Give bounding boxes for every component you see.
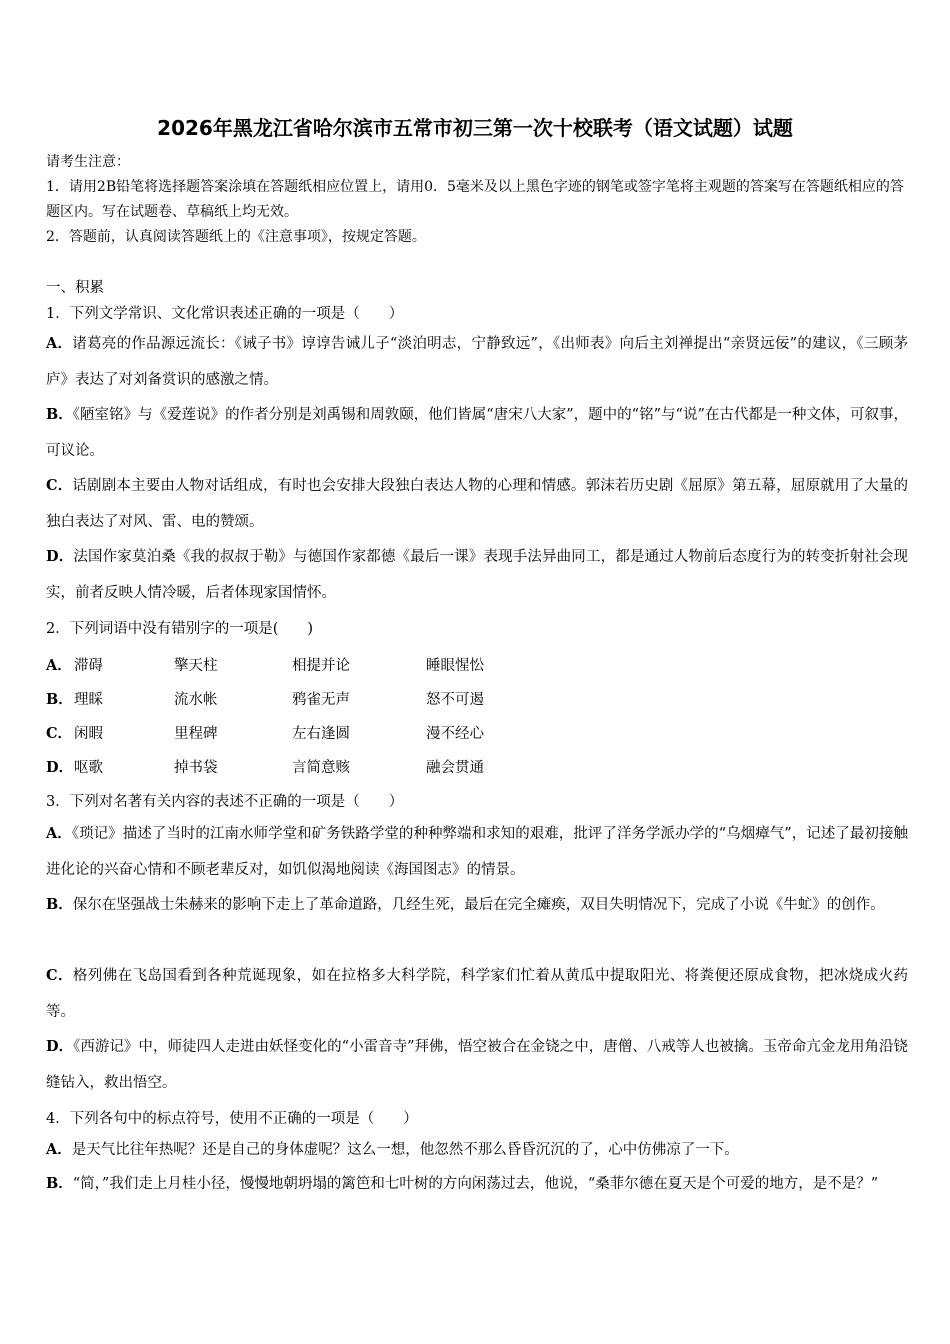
question-2-option-a bbox=[46, 654, 746, 678]
word: 言简意赅 bbox=[292, 760, 350, 776]
option-text: 诸葛亮的作品源远流长：《诫子书》谆谆告诫儿子“淡泊明志，宁静致远”，《出师表》向后主刘禅提出“亲贤远佞”的建议，《三顾茅庐》表达了对刘备赏识的感激之情。 bbox=[46, 336, 908, 388]
option-text: 话剧剧本主要由人物对话组成，有时也会安排大段独白表达人物的心理和情感。郭沫若历史剧《屈原》第五幕，屈原就用了大量的独白表达了对风、雷、电的赞颂。 bbox=[46, 478, 908, 530]
option-label: D． bbox=[46, 548, 74, 565]
question-3-option-a bbox=[46, 816, 908, 888]
word: 睡眼惺忪 bbox=[426, 658, 484, 674]
question-3-option-b bbox=[46, 887, 908, 923]
word: 呕歌 bbox=[74, 760, 103, 776]
question-2-option-d bbox=[46, 756, 746, 780]
option-text: 是天气比往年热呢？还是自己的身体虚呢？这么一想，他忽然不那么昏昏沉沉的了，心中仿佛凉了一下。 bbox=[71, 1142, 739, 1158]
question-4-option-a bbox=[46, 1132, 908, 1168]
option-text: 《陋室铭》与《爱莲说》的作者分别是刘禹锡和周敦颐，他们皆属“唐宋八大家”，题中的“铭”与“说”在古代都是一种文体，可叙事，可议论。 bbox=[46, 407, 908, 459]
option-text: 保尔在坚强战士朱赫来的影响下走上了革命道路，几经生死，最后在完全瘫痪，双目失明情况下，完成了小说《牛虻》的创作。 bbox=[72, 897, 885, 913]
notice-heading: 请考生注意： bbox=[46, 154, 130, 170]
option-text: “简，”我们走上月桂小径，慢慢地朝坍塌的篱笆和七叶树的方向闲荡过去，他说，“桑菲尔德在夏天是个可爱的地方，是不是？” bbox=[72, 1176, 879, 1192]
word: 怒不可遏 bbox=[426, 692, 484, 708]
question-1-option-d bbox=[46, 539, 908, 611]
notice-item-1: 1．请用2B铅笔将选择题答案涂填在答题纸相应位置上，请用0．5毫米及以上黑色字迹的钢笔或签字笔将主观题的答案写在答题纸相应的答题区内。写在试题卷、草稿纸上均无效。 bbox=[46, 179, 904, 220]
question-3-option-d bbox=[46, 1029, 908, 1101]
question-1-stem: 1．下列文学常识、文化常识表述正确的一项是（ ） bbox=[46, 306, 404, 322]
option-label: A． bbox=[46, 1141, 72, 1158]
word: 漫不经心 bbox=[426, 726, 484, 742]
question-4-stem: 4．下列各句中的标点符号，使用不正确的一项是（ ） bbox=[46, 1111, 418, 1127]
option-label: D． bbox=[46, 759, 74, 776]
option-label: A． bbox=[46, 657, 72, 674]
option-label: A． bbox=[46, 335, 73, 352]
word: 左右逢圆 bbox=[292, 726, 350, 742]
question-2-option-b bbox=[46, 688, 746, 712]
question-1-option-a bbox=[46, 326, 908, 398]
question-1-option-c bbox=[46, 468, 908, 540]
word: 理睬 bbox=[74, 692, 103, 708]
option-label: C． bbox=[46, 967, 73, 984]
word: 擎天柱 bbox=[174, 658, 218, 674]
question-4-option-b bbox=[46, 1166, 908, 1202]
option-label: A． bbox=[46, 825, 72, 842]
word: 滞碍 bbox=[74, 658, 103, 674]
question-3-stem: 3．下列对名著有关内容的表述不正确的一项是（ ） bbox=[46, 794, 404, 810]
option-label: C． bbox=[46, 725, 73, 742]
notice-item-2: 2．答题前，认真阅读答题纸上的《注意事项》，按规定答题。 bbox=[46, 229, 426, 245]
page-title: 2026年黑龙江省哈尔滨市五常市初三第一次十校联考（语文试题）试题 bbox=[157, 116, 793, 140]
word: 流水帐 bbox=[174, 692, 218, 708]
section-heading: 一、积累 bbox=[46, 280, 104, 296]
word: 相提并论 bbox=[292, 658, 350, 674]
question-3-option-c bbox=[46, 958, 908, 1030]
question-2-option-c bbox=[46, 722, 746, 746]
word: 鸦雀无声 bbox=[292, 692, 350, 708]
option-label: D． bbox=[46, 1038, 74, 1055]
option-text: 《西游记》中，师徒四人走进由妖怪变化的“小雷音寺”拜佛，悟空被合在金铙之中，唐僧、八戒等人也被擒。玉帝命亢金龙用角沿铙缝钻入，救出悟空。 bbox=[46, 1039, 908, 1091]
option-label: B． bbox=[46, 691, 73, 708]
notice-block bbox=[46, 150, 906, 250]
option-label: B． bbox=[46, 1175, 73, 1192]
question-2-stem: 2．下列词语中没有错别字的一项是( ) bbox=[46, 621, 314, 637]
option-label: C． bbox=[46, 477, 73, 494]
option-label: B． bbox=[46, 896, 73, 913]
word: 闲暇 bbox=[74, 726, 103, 742]
option-text: 《琐记》描述了当时的江南水师学堂和矿务铁路学堂的种种弊端和求知的艰难，批评了洋务学派办学的“乌烟瘴气”，记述了最初接触进化论的兴奋心情和不顾老辈反对，如饥似渴地阅读《海国图志》的情景。 bbox=[46, 826, 908, 878]
word: 掉书袋 bbox=[174, 760, 218, 776]
word: 融会贯通 bbox=[426, 760, 484, 776]
option-text: 格列佛在飞岛国看到各种荒诞现象，如在拉格多大科学院，科学家们忙着从黄瓜中提取阳光、将粪便还原成食物，把冰烧成火药等。 bbox=[46, 968, 908, 1020]
word: 里程碑 bbox=[174, 726, 218, 742]
option-label: B． bbox=[46, 406, 73, 423]
option-text: 法国作家莫泊桑《我的叔叔于勒》与德国作家都德《最后一课》表现手法异曲同工，都是通过人物前后态度行为的转变折射社会现实，前者反映人情冷暖，后者体现家国情怀。 bbox=[46, 549, 909, 601]
question-1-option-b bbox=[46, 397, 908, 469]
